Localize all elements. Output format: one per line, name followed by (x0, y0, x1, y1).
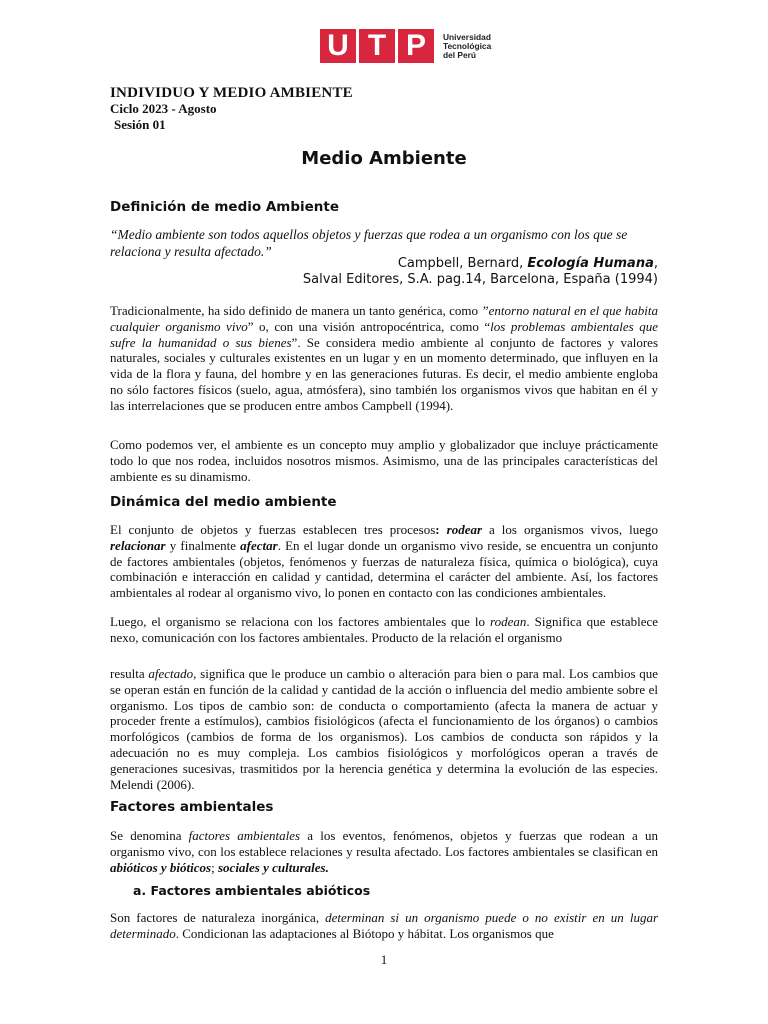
logo-university-name (443, 33, 491, 60)
citation (300, 256, 658, 288)
paragraph-1: Tradicionalmente, ha sido definido de manera un tanto genérica, como ”entorno natural en el que habita cualquier organismo vivo” o, con una visión antropocéntrica, como “los problemas ambientales que sufre la humanidad o sus bienes”. Se considera medio ambiente al conjunto de factores y valores naturales, sociales y culturales existentes en un lugar y en un momento determinado, que influyen en la vida de la flora y fauna, del hombre y en las generaciones futuras. Es decir, el medio ambiente engloba no sólo factores físicos (suelo, agua, atmósfera), sino también los organismos vivos que habitan en él y las interrelaciones que se producen entre ambos Campbell (1994). (110, 303, 659, 413)
course-cycle: Ciclo 2023 - Agosto (110, 101, 217, 116)
paragraph-6: Se denomina factores ambientales a los eventos, fenómenos, objetos y fuerzas que rodean a un organismo vivo, con los establece relaciones y resulta afectado. Los factores ambientales se clasifican en abióticos y bióticos; sociales y culturales. (110, 828, 659, 875)
paragraph-4: Luego, el organismo se relaciona con los factores ambientales que lo rodean. Significa que establece nexo, comunicación con los factores ambientales. Producto de la relación el organismo (110, 614, 659, 645)
logo-letter-t: T (359, 29, 395, 63)
citation-line-2: Salval Editores, S.A. pag.14, Barcelona, España (1994) (302, 272, 658, 287)
paragraph-3: El conjunto de objetos y fuerzas establecen tres procesos: rodear a los organismos vivos, luego relacionar y finalmente afectar. En el lugar donde un organismo vivo reside, se encuentra un conjunto de factores ambientales (objetos, fenómenos y fuerzas de naturaleza física, química o biológica), cuya combinación e interacción en calidad y cantidad, determina el carácter del ambiente. Así, los factores ambientales al rodear al organismo vivo, lo ponen en contacto con las condiciones ambientales. (110, 522, 658, 601)
section-heading-dinamica: Dinámica del medio ambiente (110, 494, 337, 510)
course-session: Sesión 01 (114, 117, 166, 132)
section-heading-factores: Factores ambientales (110, 799, 274, 815)
definition-quote: “Medio ambiente son todos aquellos objetos y fuerzas que rodea a un organismo con los que se relaciona y resulta afectado.” (110, 227, 628, 259)
logo-line-2: Tecnológica (443, 40, 492, 51)
utp-logo (320, 28, 491, 64)
logo-line-1: Universidad (443, 31, 491, 42)
citation-book: Ecología Humana (527, 256, 654, 271)
logo-letter-u: U (320, 29, 356, 63)
paragraph-2: Como podemos ver, el ambiente es un concepto muy amplio y globalizador que incluye prácticamente todo lo que nos rodea, incluidos nosotros mismos. Asimismo, una de las principales características del ambiente es su dinamismo. (110, 437, 658, 484)
page-title: Medio Ambiente (301, 148, 467, 169)
logo-line-3: del Perú (443, 49, 477, 60)
paragraph-5: resulta afectado, significa que le produce un cambio o alteración para bien o para mal. Los cambios que se operan están en función de la calidad y cantidad de la acción o influencia del medio ambiente sobre el organismo. Los tipos de cambio son: de conducta o comportamiento (afecta la manera de actuar y proceder frente a estímulos), cambios fisiológicos (afecta el funcionamiento de los órganos) o cambios morfológicos (cambios de forma de los organismos). Los cambios de conducta son rápidos y la adecuación no es muy compleja. Los cambios fisiológicos y morfológicos operan a través de generaciones sucesivas, trasmitidos por la herencia genética y determina la evolución de las especies. Melendi (2006). (110, 666, 659, 792)
section-heading-abioticos: a. Factores ambientales abióticos (133, 883, 371, 898)
section-heading-definicion: Definición de medio Ambiente (110, 199, 340, 215)
page-number: 1 (380, 952, 388, 967)
course-title: INDIVIDUO Y MEDIO AMBIENTE (110, 85, 353, 101)
citation-line-1: Campbell, Bernard, Ecología Humana, (397, 256, 658, 271)
paragraph-7: Son factores de naturaleza inorgánica, determinan si un organismo puede o no existir en un lugar determinado. Condicionan las adaptaciones al Biótopo y hábitat. Los organismos que (110, 910, 659, 941)
logo-letter-p: P (398, 29, 434, 63)
